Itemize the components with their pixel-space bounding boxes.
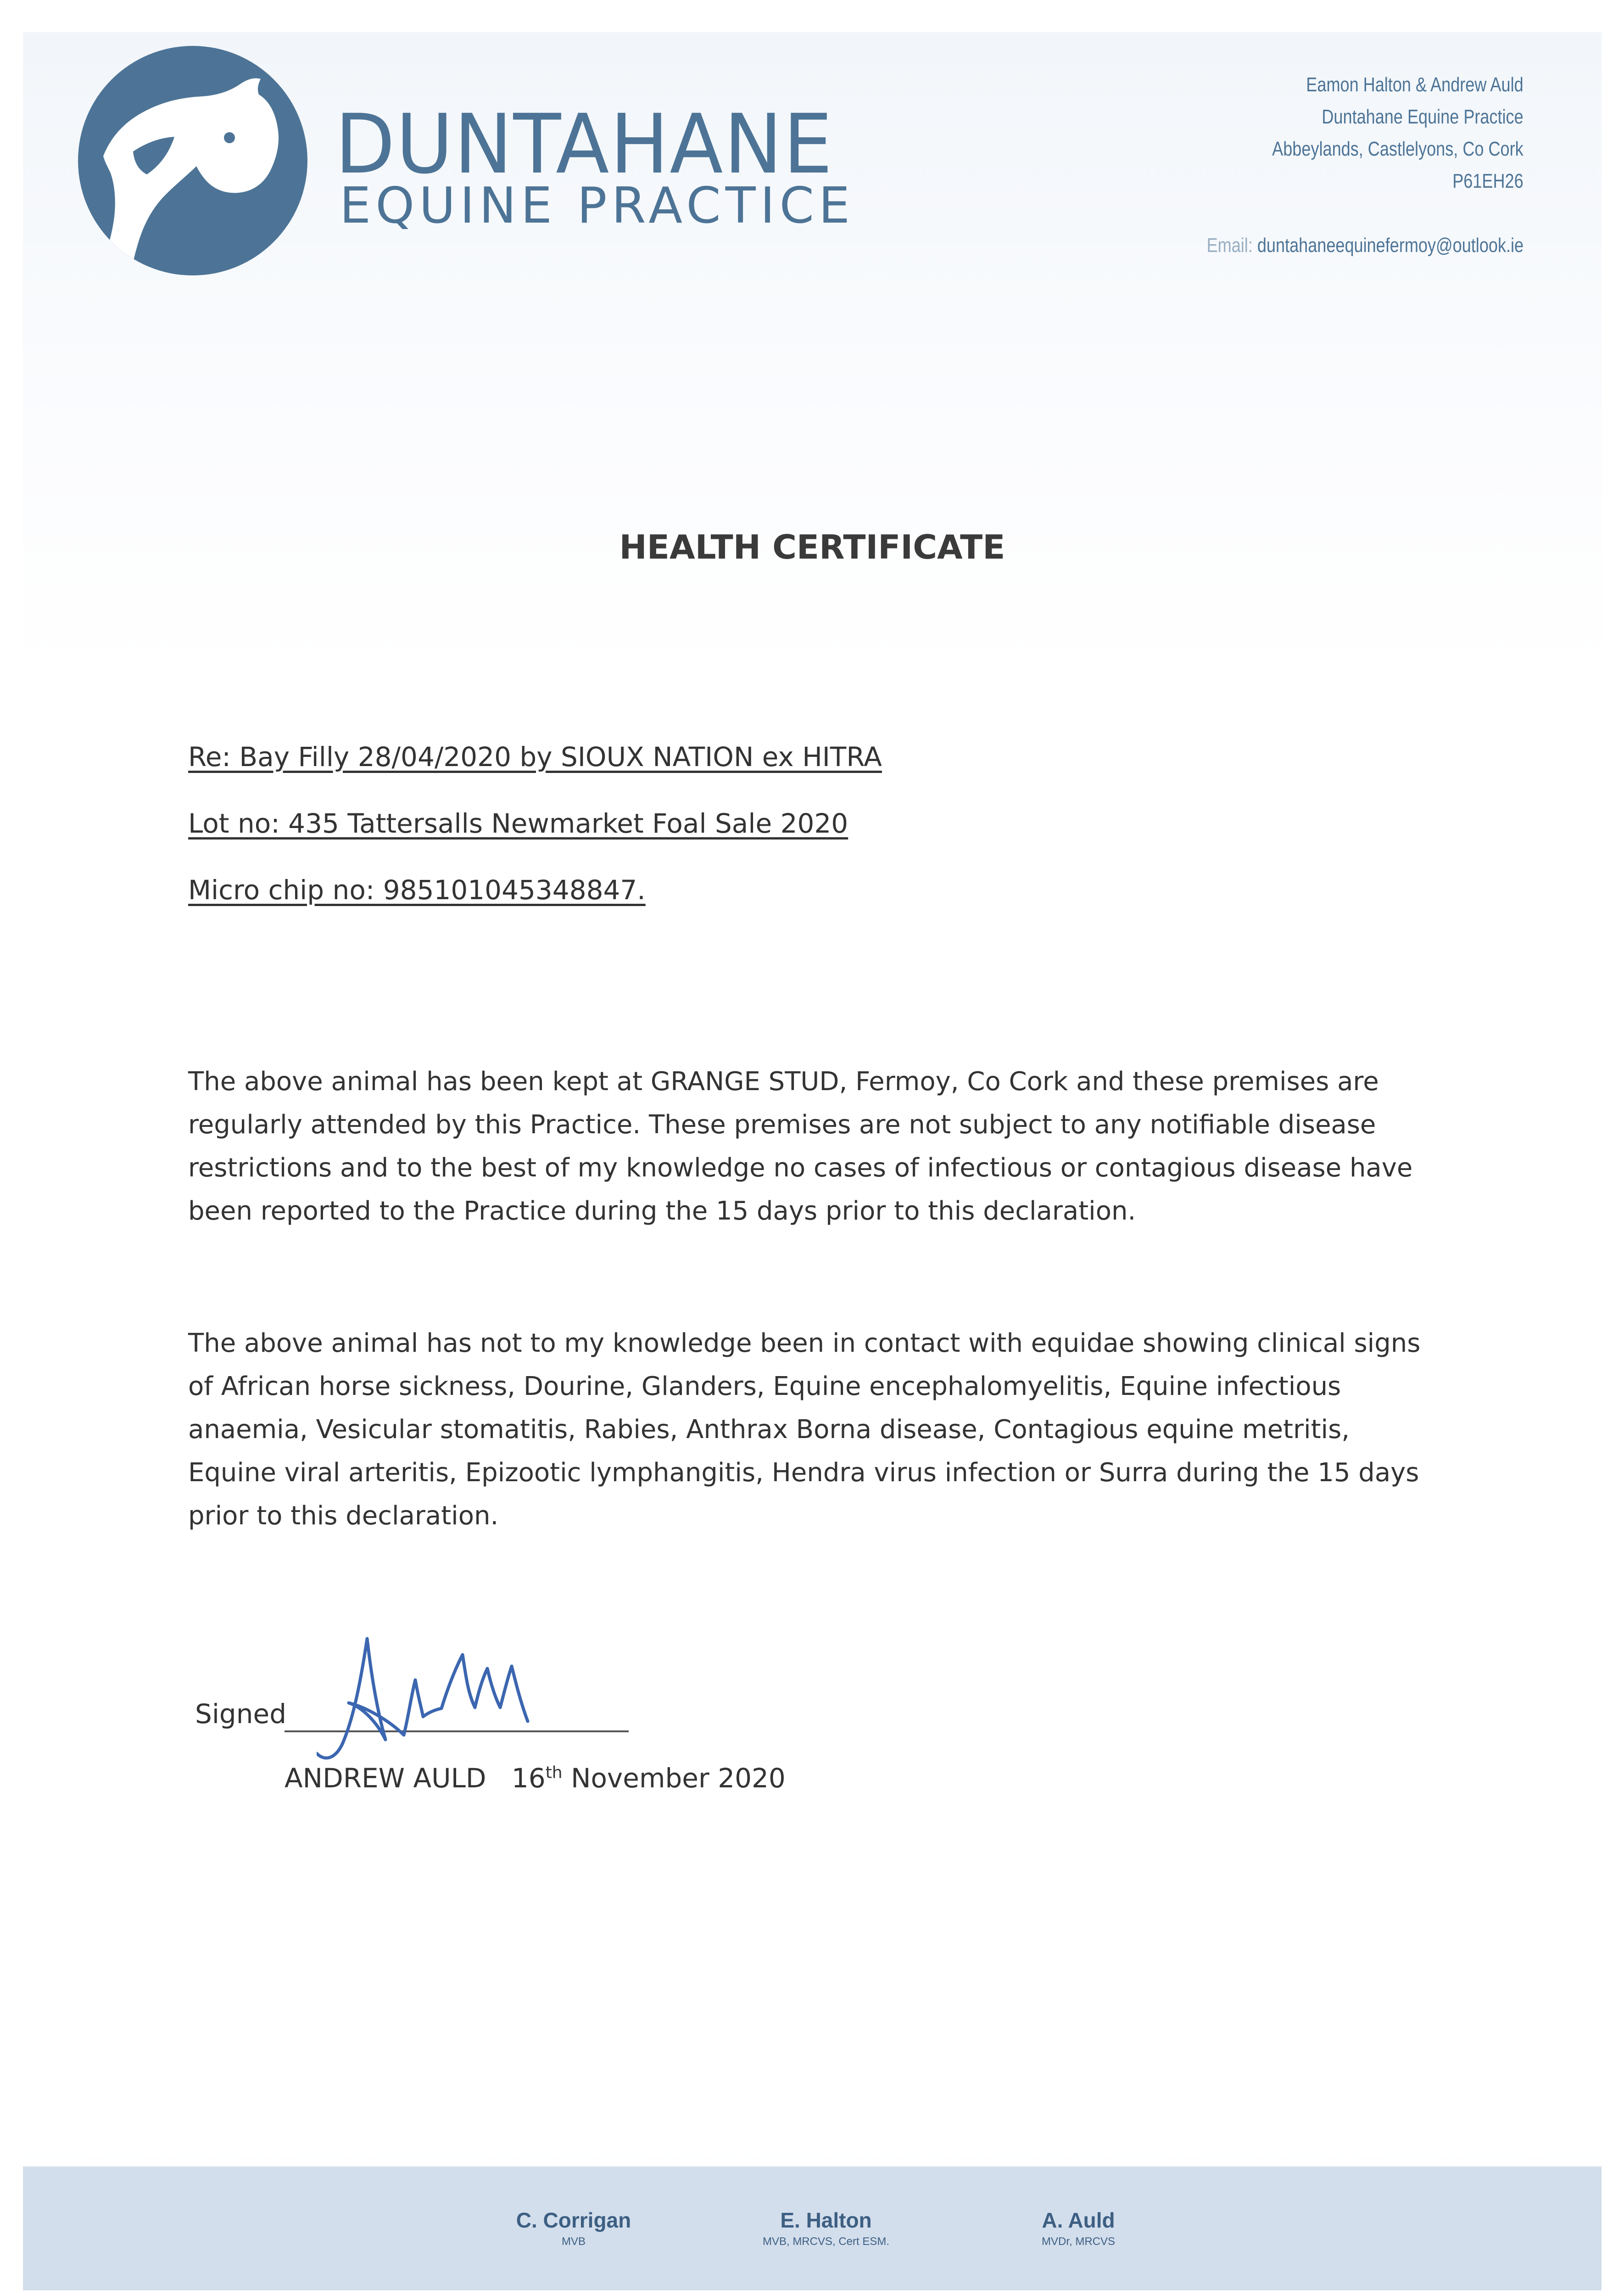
vet-qualifications: MVDr, MRCVS (1041, 2235, 1115, 2248)
practice-email (1206, 234, 1524, 257)
address-line: Abbeylands, Castlelyons, Co Cork (1272, 138, 1524, 160)
footer-vet (950, 2208, 1207, 2248)
signature-day-suffix: th (545, 1763, 563, 1782)
disease-contact-declaration: The above animal has not to my knowledge been in contact with equidae showing clinical signs of African horse sickness, Dourine, Glanders, Equine encephalomyelitis, Equine infectious anaemia, Vesicular stomatitis, Rabies, Anthrax Borna disease, Contagious equine metritis, Equine viral arteritis, Epizootic lymphangitis, Hendra virus infection or Surra during the 15 days prior to this declaration. (188, 1328, 1421, 1531)
email-label: Email: (1206, 234, 1253, 257)
signature-day: 16 (511, 1763, 546, 1794)
signature-month-year: November 2020 (571, 1763, 786, 1794)
vet-qualifications: MVB (561, 2235, 586, 2248)
document-title: HEALTH CERTIFICATE (619, 528, 1005, 566)
signatory (285, 1763, 786, 1794)
signatory-name: ANDREW AULD (285, 1763, 486, 1794)
brand-name: DUNTAHANE (335, 97, 834, 192)
horse-head-logo-icon (78, 46, 307, 275)
footer-vet (698, 2208, 954, 2248)
practice-address (1217, 69, 1524, 197)
footer-vet (445, 2208, 702, 2248)
handwritten-signature (317, 1629, 610, 1767)
signed-label: Signed (195, 1698, 287, 1730)
reference-lot: Lot no: 435 Tattersalls Newmarket Foal Sale 2020 (188, 808, 848, 839)
address-line: Duntahane Equine Practice (1322, 106, 1524, 128)
email-address[interactable]: duntahaneequinefermoy@outlook.ie (1257, 234, 1524, 257)
vet-name: A. Auld (1042, 2208, 1115, 2232)
vet-name: E. Halton (780, 2208, 872, 2232)
address-line: Eamon Halton & Andrew Auld (1306, 73, 1524, 96)
vet-name: C. Corrigan (516, 2208, 631, 2232)
address-line: P61EH26 (1452, 170, 1524, 192)
vet-qualifications: MVB, MRCVS, Cert ESM. (762, 2235, 890, 2248)
reference-microchip: Micro chip no: 985101045348847. (188, 874, 646, 906)
reference-horse: Re: Bay Filly 28/04/2020 by SIOUX NATION ex HITRA (188, 741, 882, 772)
brand-subtitle: EQUINE PRACTICE (340, 177, 855, 235)
premises-declaration: The above animal has been kept at GRANGE STUD, Fermoy, Co Cork and these premises are regularly attended by this Practice. These premises are not subject to any notifiable disease restrictions and to the best of my knowledge no cases of infectious or contagious disease have been reported to the Practice during the 15 days prior to this declaration. (188, 1067, 1413, 1226)
certificate-page (23, 32, 1602, 2290)
